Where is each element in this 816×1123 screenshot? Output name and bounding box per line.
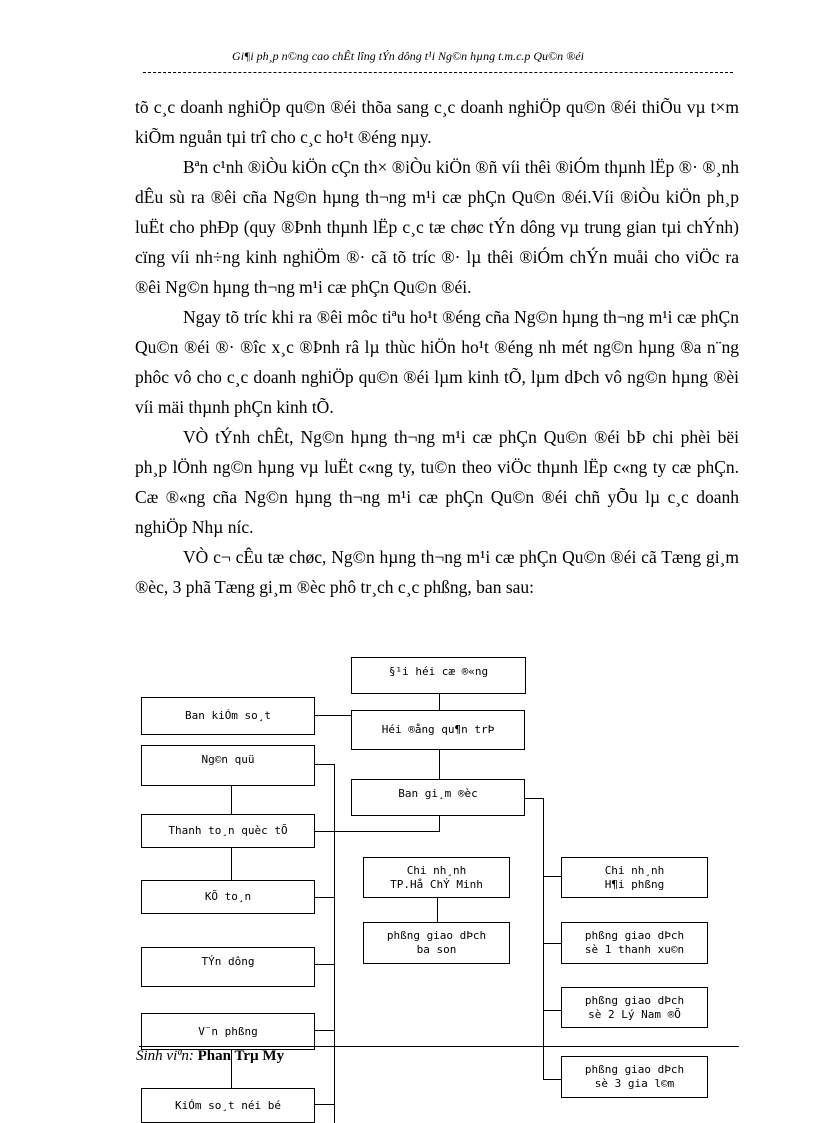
connector — [439, 693, 440, 710]
connector — [231, 847, 232, 881]
footer-student-name: Phan Trµ My — [197, 1048, 285, 1064]
supervisory-board-box: Ban kiÓm so¸t — [141, 697, 315, 735]
transaction-office-box: phßng giao dÞch sè 2 Lý Nam ®Õ — [561, 987, 708, 1028]
unit-box: KiÓm so¸t néi bé — [141, 1088, 315, 1123]
page-header: Gi¶i ph¸p n©ng cao chÊt lîng tÝn dông t¹i Ng©n hµng t.m.c.p Qu©n ®éi — [232, 49, 584, 63]
transaction-office-box: phßng giao dÞch sè 1 thanh xu©n — [561, 922, 708, 964]
connector — [543, 1079, 561, 1080]
connector — [334, 764, 335, 1123]
unit-box: Thanh to¸n quèc tÕ — [141, 814, 315, 848]
connector — [314, 1104, 335, 1105]
paragraph: Bªn c¹nh ®iÒu kiÖn cÇn th× ®iÒu kiÖn ®ñ víi thêi ®iÓm thµnh lËp ®· ®¸nh dÊu sù ra ®êi cña Ng©n hµng th¬ng m¹i cæ phÇn Qu©n ®éi.Víi ®iÒu kiÖn ph¸p luËt cho phÐp (quy ®Þnh thµnh lËp c¸c tæ chøc tÝn dông vµ trung gian tµi chÝnh) cïng víi nh÷ng kinh nghiÖm ®· cã tõ tríc ®· lµ thêi ®iÓm chÝn muåi cho viÖc ra ®êi Ng©n hµng th¬ng m¹i cæ phÇn Qu©n ®éi. — [135, 157, 739, 297]
connector — [439, 815, 440, 831]
connector — [439, 749, 440, 779]
paragraph: VÒ tÝnh chÊt, Ng©n hµng th¬ng m¹i cæ phÇn Qu©n ®éi bÞ chi phèi bëi ph¸p lÖnh ng©n hµng vµ luËt c«ng ty, tu©n theo viÖc thµnh lËp c«ng ty cæ phÇn. Cæ ®«ng cña Ng©n hµng th¬ng m¹i cæ phÇn Qu©n ®éi chñ yÕu lµ c¸c doanh nghiÖp Nhµ níc. — [135, 427, 739, 537]
page-footer — [136, 1048, 284, 1065]
transaction-office-box: phßng giao dÞch ba son — [363, 922, 510, 964]
unit-box: V¨n phßng — [141, 1013, 315, 1050]
branch-box: Chi nh¸nh H¶i phßng — [561, 857, 708, 898]
connector — [543, 798, 544, 1080]
board-of-directors-box: Héi ®ång qu¶n trÞ — [351, 710, 525, 750]
connector — [543, 1010, 561, 1011]
connector — [231, 785, 232, 815]
directors-box: Ban gi¸m ®èc — [351, 779, 525, 816]
footer-divider — [139, 1046, 739, 1047]
unit-box: KÕ to¸n — [141, 880, 315, 914]
connector — [543, 943, 561, 944]
connector — [314, 964, 335, 965]
footer-label: Sinh viªn: — [136, 1048, 194, 1064]
connector — [314, 897, 335, 898]
connector — [314, 831, 440, 832]
branch-box: Chi nh¸nh TP.Hå ChÝ Minh — [363, 857, 510, 898]
transaction-office-box: phßng giao dÞch sè 3 gia l©m — [561, 1056, 708, 1098]
paragraph: VÒ c¬ cÊu tæ chøc, Ng©n hµng th¬ng m¹i cæ phÇn Qu©n ®éi cã Tæng gi¸m ®èc, 3 phã Tæng gi¸m ®èc phô tr¸ch c¸c phßng, ban sau: — [135, 547, 739, 597]
connector — [314, 715, 352, 716]
connector — [437, 897, 438, 923]
general-meeting-box: §¹i héi cæ ®«ng — [351, 657, 526, 694]
paragraph: Ngay tõ tríc khi ra ®êi môc tiªu ho¹t ®éng cña Ng©n hµng th¬ng m¹i cæ phÇn Qu©n ®éi ®· ®îc x¸c ®Þnh râ lµ thùc hiÖn ho¹t ®éng nh mét ng©n hµng ®a n¨ng phôc vô cho c¸c doanh nghiÖp qu©n ®éi lµm kinh tÕ, lµm dÞch vô ng©n hµng ®èi víi mäi thµnh phÇn kinh tÕ. — [135, 307, 739, 417]
unit-box: Ng©n quü — [141, 745, 315, 786]
connector — [525, 798, 543, 799]
connector — [543, 876, 561, 877]
connector — [314, 764, 335, 765]
connector — [314, 1030, 335, 1031]
paragraph: tõ c¸c doanh nghiÖp qu©n ®éi thõa sang c¸c doanh nghiÖp qu©n ®éi thiÕu vµ t×m kiÕm nguån tµi trî cho c¸c ho¹t ®éng nµy. — [135, 97, 739, 147]
unit-box: TÝn dông — [141, 947, 315, 987]
